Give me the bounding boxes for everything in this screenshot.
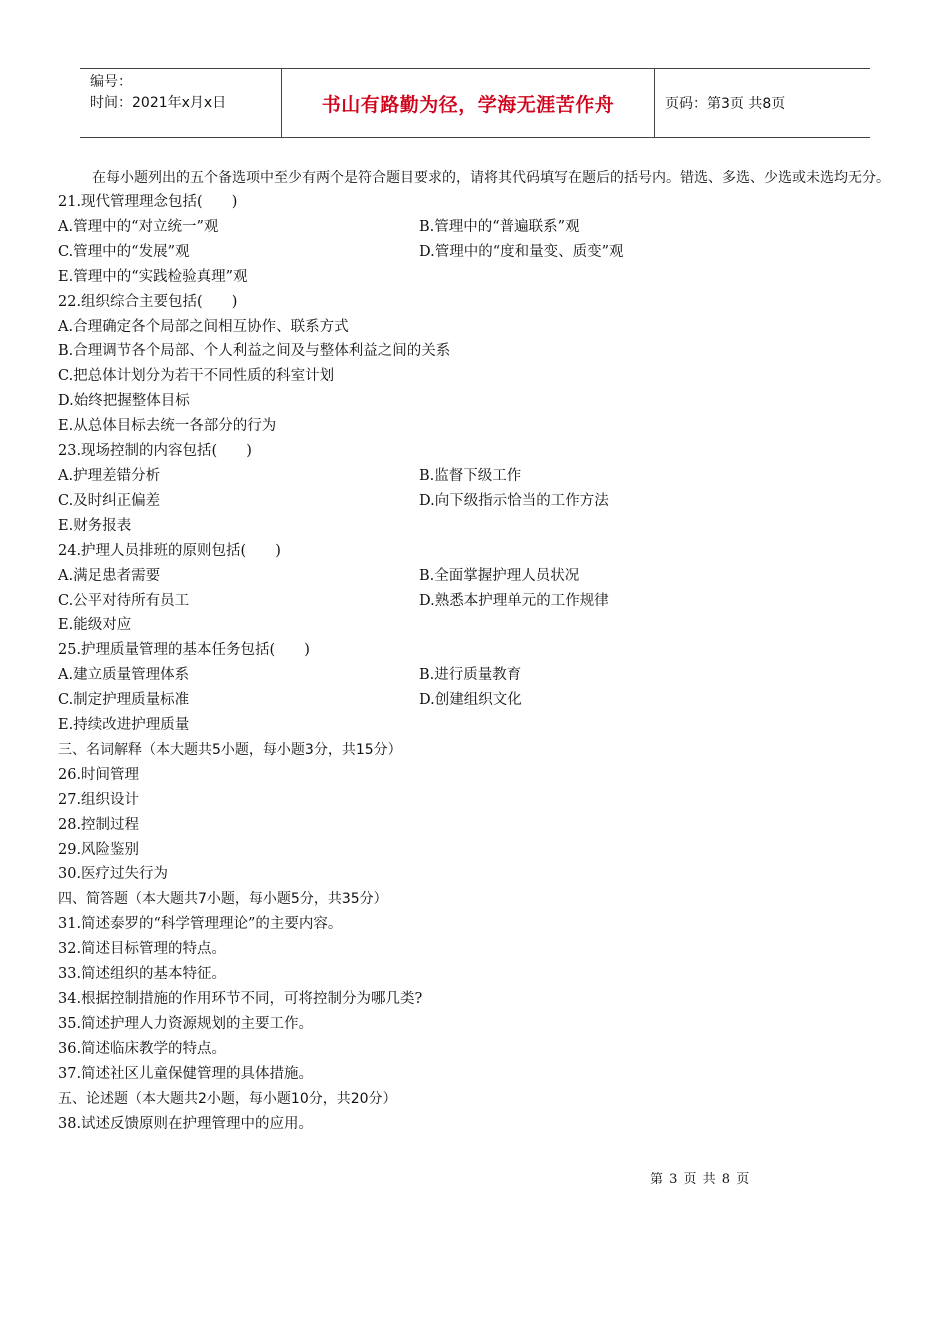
question-item: 30.医疗过失行为 [58,866,169,883]
question-stem: 24.护理人员排班的原则包括( ) [58,542,281,559]
question-item: 36.简述临床教学的特点。 [58,1040,227,1057]
question-item: 38.试述反馈原则在护理管理中的应用。 [58,1115,314,1132]
section-4-items [58,912,908,1086]
answer-option: C.公平对待所有员工 [58,592,190,609]
option-row [58,589,908,614]
question-item: 32.简述目标管理的特点。 [58,941,227,958]
answer-option: B.合理调节各个局部、个人利益之间及与整体利益之间的关系 [58,343,451,360]
header-meta [80,69,282,137]
page-footer: 第 3 页 共 8 页 [650,1172,751,1187]
answer-option: C.把总体计划分为若干不同性质的科室计划 [58,368,335,385]
answer-option: B.全面掌握护理人员状况 [419,567,580,584]
question-item: 37.简述社区儿童保健管理的具体措施。 [58,1065,314,1082]
section-5-title: 五、论述题（本大题共2小题，每小题10分，共20分） [58,1090,397,1107]
option-row [58,339,908,364]
exam-content [58,166,908,1136]
answer-option: C.制定护理质量标准 [58,692,190,709]
option-row [58,215,908,240]
option-row [58,240,908,265]
question-item: 29.风险鉴别 [58,841,140,858]
section-3-title: 三、名词解释（本大题共5小题，每小题3分，共15分） [58,741,402,758]
option-row [58,713,908,738]
question-stem: 23.现场控制的内容包括( ) [58,443,252,460]
answer-option: D.管理中的“度和量变、质变”观 [419,243,624,260]
answer-option: E.从总体目标去统一各部分的行为 [58,418,277,435]
answer-option: C.管理中的“发展”观 [58,243,190,260]
option-row [58,389,908,414]
option-row [58,464,908,489]
instructions: 在每小题列出的五个备选项中至少有两个是符合题目要求的，请将其代码填写在题后的括号内。错选、多选、少选或未选均无分。 [92,170,890,186]
answer-option: E.管理中的“实践检验真理”观 [58,268,248,285]
section-4-title: 四、简答题（本大题共7小题，每小题5分，共35分） [58,891,388,908]
answer-option: B.监督下级工作 [419,467,522,484]
question-item: 34.根据控制措施的作用环节不同，可将控制分为哪几类? [58,991,423,1007]
section-3-items [58,763,908,888]
motto: 书山有路勤为径，学海无涯苦作舟 [282,69,655,137]
answer-option: A.护理差错分析 [58,467,161,484]
page-indicator: 页码：第3页 共8页 [665,96,786,112]
question-item: 27.组织设计 [58,791,140,808]
question-item: 33.简述组织的基本特征。 [58,966,227,983]
question-stem: 21.现代管理理念包括( ) [58,194,238,210]
question-stem: 25.护理质量管理的基本任务包括( ) [58,642,310,659]
header-table [80,68,870,138]
answer-option: A.满足患者需要 [58,567,161,584]
answer-option: E.能级对应 [58,617,132,634]
option-row [58,613,908,638]
option-row [58,414,908,439]
answer-option: E.财务报表 [58,517,132,534]
question-stem: 22.组织综合主要包括( ) [58,293,238,310]
option-row [58,364,908,389]
answer-option: C.及时纠正偏差 [58,492,161,509]
question-item: 31.简述泰罗的“科学管理理论”的主要内容。 [58,916,343,933]
number-label: 编号： [90,74,132,90]
answer-option: A.管理中的“对立统一”观 [58,218,219,235]
option-row [58,564,908,589]
answer-option: B.进行质量教育 [419,667,522,684]
answer-option: D.熟悉本护理单元的工作规律 [419,592,609,609]
option-row [58,663,908,688]
answer-option: D.创建组织文化 [419,692,522,709]
question-item: 28.控制过程 [58,816,140,833]
section-5-items [58,1112,908,1137]
option-row [58,265,908,290]
option-row [58,688,908,713]
answer-option: D.始终把握整体目标 [58,393,190,410]
answer-option: B.管理中的“普遍联系”观 [419,218,580,235]
answer-option: A.合理确定各个局部之间相互协作、联系方式 [58,318,349,335]
question-item: 26.时间管理 [58,766,140,783]
answer-option: E.持续改进护理质量 [58,717,190,734]
answer-option: A.建立质量管理体系 [58,667,190,684]
option-row [58,315,908,340]
time-label: 时间：2021年x月x日 [90,95,227,111]
answer-option: D.向下级指示恰当的工作方法 [419,492,609,509]
question-item: 35.简述护理人力资源规划的主要工作。 [58,1015,314,1032]
multiple-choice-questions [58,190,908,738]
option-row [58,514,908,539]
option-row [58,489,908,514]
